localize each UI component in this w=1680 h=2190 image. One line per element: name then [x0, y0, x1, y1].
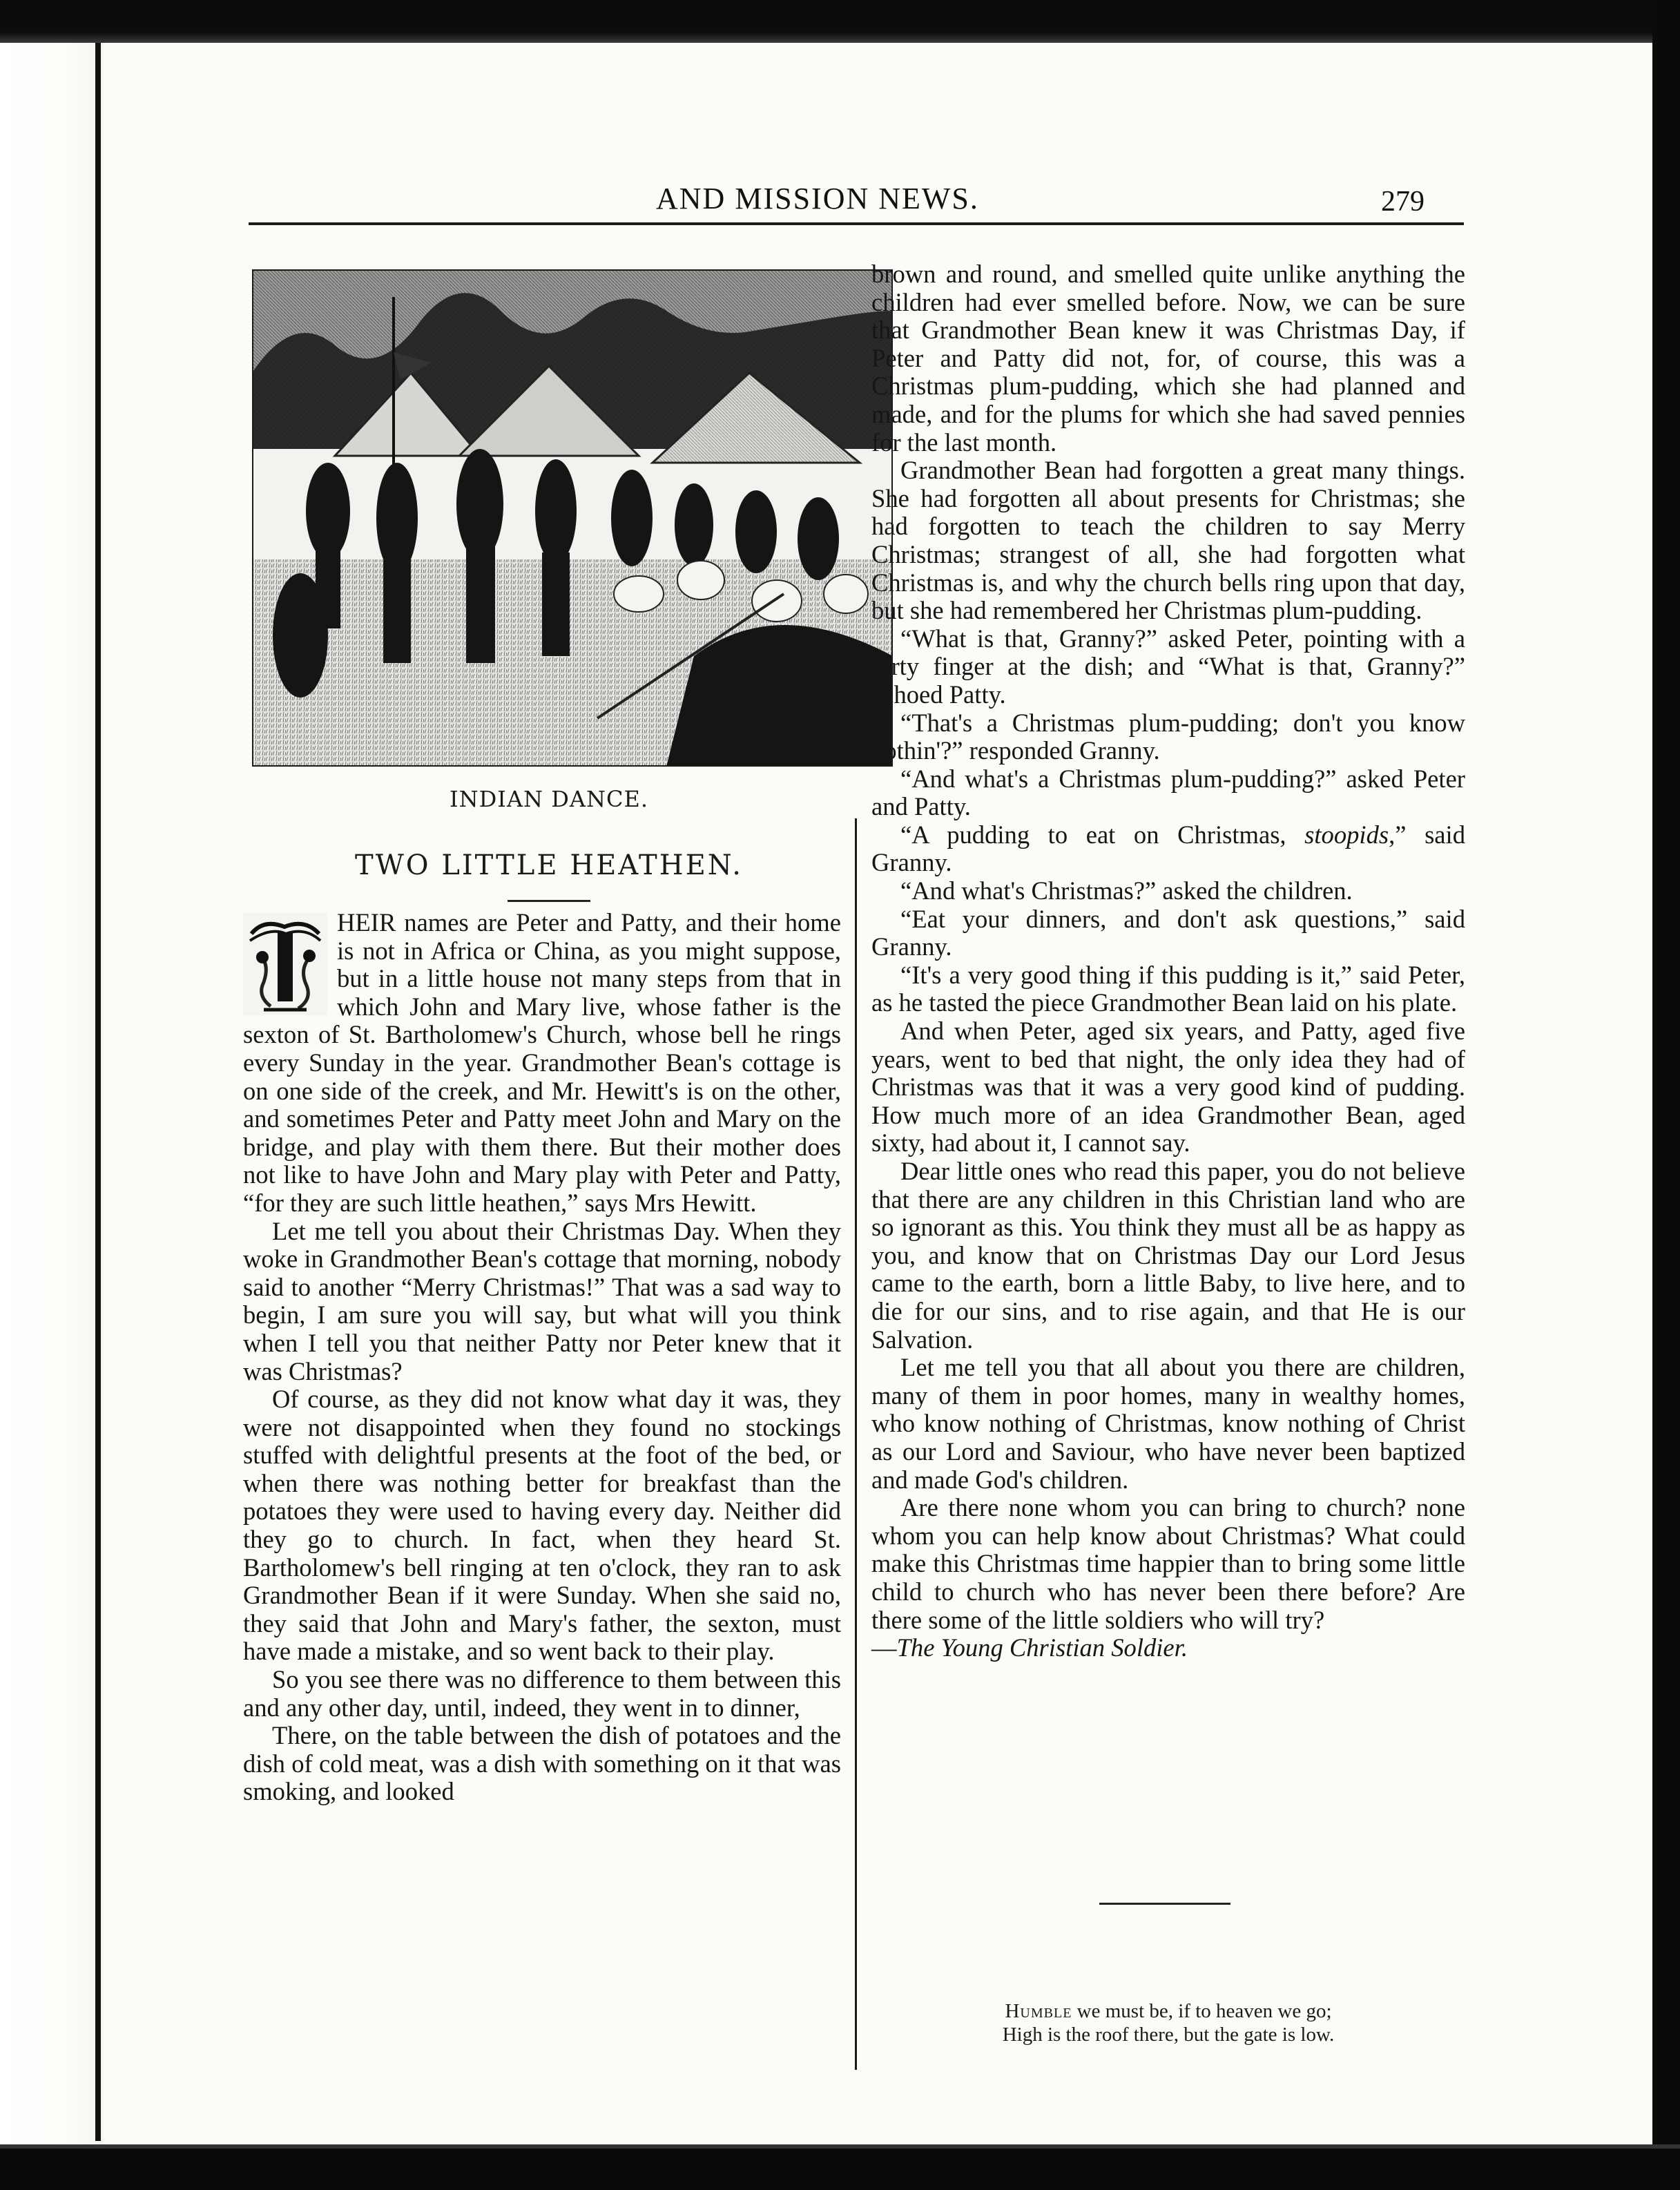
- paragraph-3: Of course, as they did not know what day it was, they were not disappointed when they found no stockings stuffed with delightful presents at the foot of the bed, or when there was nothing better for breakfast than the potatoes they were used to having every day. Neither did they go to church. In fact, when they heard St. Bartholomew's bell ringing at ten o'clock, they ran to ask Grandmother Bean if it were Sunday. When she said no, they said that John and Mary's father, the sexton, must have made a mistake, and so went back to their play.: [243, 1385, 841, 1666]
- first-paragraph: [243, 909, 841, 1218]
- paragraph-6: Grandmother Bean had forgotten a great many things. She had forgotten all about presents for Christmas; she had forgotten to teach the children to say Merry Christmas; strangest of all, she had forgotten what Christmas is, and why the church bells ring upon that day, but she had remembered her Christmas plum-pudding.: [871, 456, 1465, 625]
- source-dash: —: [871, 1633, 897, 1662]
- verse-line-1-text: we must be, if to heaven we go;: [1072, 2000, 1332, 2022]
- header-rule: [249, 222, 1464, 225]
- paragraph-8: “That's a Christmas plum-pudding; don't you know nothin'?” responded Granny.: [871, 708, 1465, 765]
- engraving-illustration: [252, 269, 893, 767]
- ornamental-dropcap-t: [243, 913, 327, 1015]
- paragraph-2: Let me tell you about their Christmas Day. When they woke in Grandmother Bean's cottage that morning, nobody said to another “Merry Christmas!” That was a sad way to begin, I am sure you will say, but what will you think when I tell you that neither Patty nor Peter knew that it was Christmas?: [243, 1216, 841, 1385]
- paragraph-10-text-a: “A pudding to eat on Christmas,: [900, 820, 1305, 849]
- paragraph-4: So you see there was no difference to them between this and any other day, until, indeed, they went in to dinner,: [243, 1665, 841, 1722]
- page-number: 279: [1381, 186, 1425, 218]
- engraving-image: [252, 269, 893, 767]
- paragraph-9: “And what's a Christmas plum-pudding?” asked Peter and Patty.: [871, 764, 1465, 821]
- paragraph-16: Let me tell you that all about you there are children, many of them in poor homes, many in wealthy homes, who know nothing of Christmas, know nothing of Christ as our Lord and Saviour, who have never been baptized and made God's children.: [871, 1353, 1465, 1494]
- paragraph-10: [871, 821, 1465, 877]
- verse-line-1: [871, 1999, 1465, 2023]
- paragraph-12: “Eat your dinners, and don't ask questions,” said Granny.: [871, 904, 1465, 961]
- article-title: TWO LITTLE HEATHEN.: [355, 849, 743, 881]
- paragraph-11: “And what's Christmas?” asked the children.: [900, 876, 1353, 905]
- paragraph-15: Dear little ones who read this paper, you do not believe that there are any children in this Christian land who are so ignorant as this. You think they must all be as happy as you, and know that on Christmas Day our Lord Jesus came to the earth, born a little Baby, to live here, and to die for our sins, and to rise again, and that He is our Salvation.: [871, 1157, 1465, 1354]
- paragraph-14: And when Peter, aged six years, and Patty, aged five years, went to bed that night, the only idea they had of Christmas was that it was a very good kind of pudding. How much more of an idea Grandmother Bean, aged sixty, had about it, I cannot say.: [871, 1017, 1465, 1158]
- paragraph-7: “What is that, Granny?” asked Peter, pointing with a dirty finger at the dish; and “What is that, Granny?” echoed Patty.: [871, 624, 1465, 709]
- paragraph-1-text: HEIR names are Peter and Patty, and their home is not in Africa or China, as you might suppose, but in a little house not many steps from that in which John and Mary live, whose father is the sexton of St. Bartholomew's Church, whose bell he rings every Sunday in the year. Grandmother Bean's cottage is on one side of the creek, and Mr. Hewitt's is on the other, and sometimes Peter and Patty meet John and Mary on the bridge, and play with them there. But their mother does not like to have John and Mary play with Peter and Patty, “for they are such little heathen,” says Mrs Hewitt.: [243, 908, 841, 1217]
- paragraph-10-text-b: ,” said Granny.: [871, 820, 1465, 877]
- verse-couplet: [871, 1999, 1465, 2046]
- dropcap-ornament-icon: [243, 913, 327, 1015]
- paragraph-13: “It's a very good thing if this pudding is it,” said Peter, as he tasted the piece Grandmother Bean laid on his plate.: [871, 960, 1465, 1017]
- article-end-rule: [1099, 1903, 1230, 1905]
- source-attribution: The Young Christian Soldier.: [896, 1633, 1188, 1662]
- paragraph-17: [871, 1494, 1465, 1662]
- verse-line-2: High is the roof there, but the gate is low.: [1002, 2024, 1335, 2046]
- paragraph-1: [243, 909, 841, 1218]
- title-rule: [508, 900, 590, 902]
- paragraph-5-start: There, on the table between the dish of potatoes and the dish of cold meat, was a dish with something on it that was smoking, and looked: [243, 1721, 841, 1806]
- figure-caption: INDIAN DANCE.: [450, 786, 648, 812]
- paragraph-5-continued: brown and round, and smelled quite unlike anything the children had ever smelled before. Now, we can be sure that Grandmother Bean knew it was Christmas Day, if Peter and Patty did not, for, of course, this was a Christmas plum-pudding, which she had planned and made, and for the plums for which she had saved pennies for the last month.: [871, 260, 1465, 457]
- column-divider: [855, 818, 857, 2070]
- right-column: [871, 260, 1465, 1662]
- paragraph-17-text: Are there none whom you can bring to church? none whom you can help know about Christmas? What could make this Christmas time happier than to bring some little child to church who has never been there before? Are there some of the little soldiers who will try?: [871, 1493, 1465, 1634]
- verse-first-word: Humble: [1005, 2000, 1072, 2022]
- paragraph-10-emphasis: stoopids: [1304, 820, 1389, 849]
- running-head-title: AND MISSION NEWS.: [656, 182, 979, 215]
- left-column: [243, 909, 841, 1806]
